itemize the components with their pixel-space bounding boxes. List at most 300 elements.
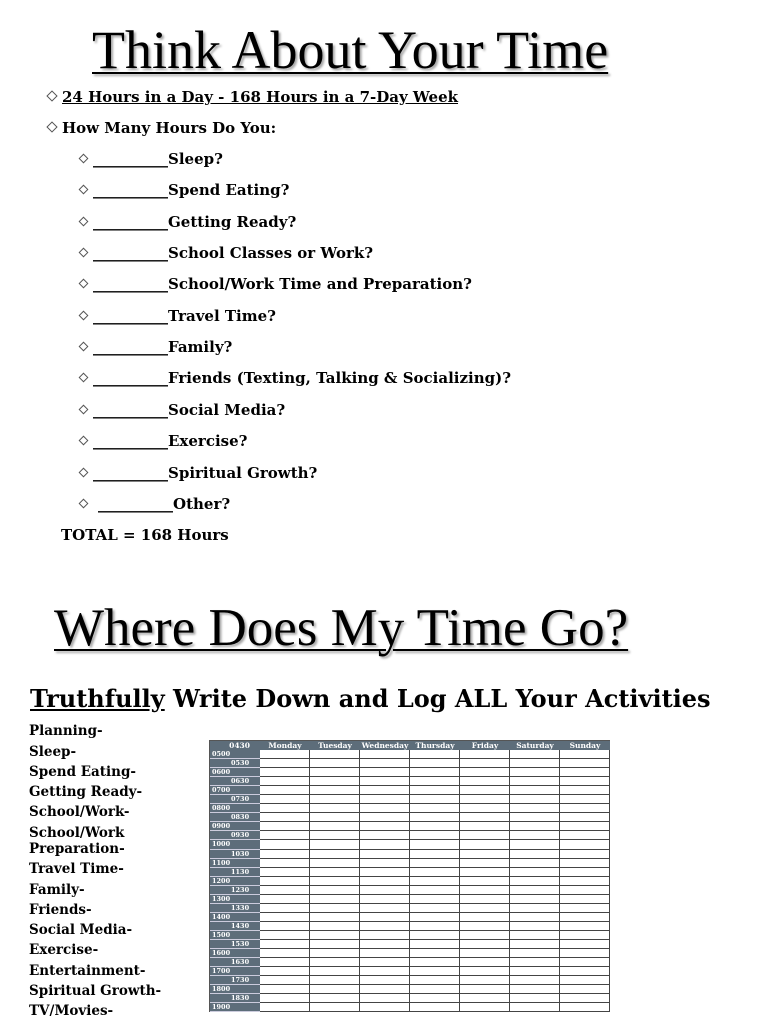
grid-day-header: Tuesday	[318, 741, 352, 750]
grid-entry-cell[interactable]	[310, 940, 360, 949]
grid-entry-cell[interactable]	[360, 913, 410, 922]
grid-entry-cell[interactable]	[360, 976, 410, 985]
grid-entry-cell[interactable]	[460, 768, 510, 777]
grid-time-label: 0630	[210, 777, 260, 786]
grid-entry-cell[interactable]	[510, 985, 560, 994]
headline-text: 24 Hours in a Day - 168 Hours in a 7-Day Week	[62, 88, 459, 106]
grid-entry-cell[interactable]	[460, 759, 510, 768]
grid-entry-cell[interactable]	[560, 768, 610, 777]
activity-label: Spiritual Growth-	[29, 983, 162, 999]
grid-time-row	[210, 859, 610, 868]
grid-entry-cell[interactable]	[510, 904, 560, 913]
headline-line	[48, 88, 458, 106]
grid-entry-cell[interactable]	[560, 949, 610, 958]
grid-entry-cell[interactable]	[560, 786, 610, 795]
question-label: Spiritual Growth?	[168, 464, 318, 482]
grid-entry-cell[interactable]	[360, 813, 410, 822]
grid-entry-cell[interactable]	[360, 886, 410, 895]
grid-entry-cell[interactable]	[510, 913, 560, 922]
grid-entry-cell[interactable]	[410, 822, 460, 831]
diamond-bullet-icon	[46, 121, 57, 132]
diamond-bullet-icon	[79, 185, 89, 195]
grid-entry-cell[interactable]	[510, 813, 560, 822]
grid-entry-cell[interactable]	[310, 895, 360, 904]
answer-blank[interactable]: __________	[93, 432, 168, 450]
grid-entry-cell[interactable]	[310, 931, 360, 940]
grid-entry-cell[interactable]	[460, 850, 510, 859]
diamond-bullet-icon	[79, 373, 89, 383]
grid-entry-cell[interactable]	[560, 813, 610, 822]
grid-entry-cell[interactable]	[260, 768, 310, 777]
instruction-emphasis: Truthfully	[30, 684, 165, 713]
grid-entry-cell[interactable]	[460, 895, 510, 904]
total-text: TOTAL = 168 Hours	[61, 526, 229, 544]
grid-entry-cell[interactable]	[360, 777, 410, 786]
grid-entry-cell[interactable]	[260, 759, 310, 768]
grid-time-label: 1900	[210, 1003, 260, 1012]
grid-entry-cell[interactable]	[310, 813, 360, 822]
answer-blank[interactable]: __________	[93, 369, 168, 387]
grid-entry-cell[interactable]	[260, 868, 310, 877]
grid-day-header: Monday	[268, 741, 302, 750]
grid-entry-cell[interactable]	[310, 976, 360, 985]
grid-entry-cell[interactable]	[260, 840, 310, 849]
grid-entry-cell[interactable]	[510, 994, 560, 1003]
grid-entry-cell[interactable]	[410, 985, 460, 994]
grid-day-header: Friday	[471, 741, 499, 750]
answer-blank[interactable]: __________	[98, 495, 173, 513]
grid-time-row	[210, 768, 610, 777]
grid-entry-cell[interactable]	[460, 904, 510, 913]
grid-entry-cell[interactable]	[310, 994, 360, 1003]
grid-entry-cell[interactable]	[360, 958, 410, 967]
grid-time-label: 1030	[210, 850, 260, 859]
grid-entry-cell[interactable]	[260, 949, 310, 958]
grid-entry-cell[interactable]	[410, 777, 460, 786]
grid-entry-cell[interactable]	[560, 859, 610, 868]
grid-entry-cell[interactable]	[310, 768, 360, 777]
grid-entry-cell[interactable]	[410, 958, 460, 967]
grid-entry-cell[interactable]	[560, 895, 610, 904]
grid-entry-cell[interactable]	[260, 822, 310, 831]
grid-entry-cell[interactable]	[410, 904, 460, 913]
question-label: Other?	[173, 495, 231, 513]
grid-entry-cell[interactable]	[260, 877, 310, 886]
grid-entry-cell[interactable]	[460, 877, 510, 886]
grid-entry-cell[interactable]	[560, 759, 610, 768]
grid-entry-cell[interactable]	[510, 949, 560, 958]
grid-entry-cell[interactable]	[310, 913, 360, 922]
grid-entry-cell[interactable]	[460, 822, 510, 831]
grid-entry-cell[interactable]	[460, 940, 510, 949]
activity-label: Travel Time-	[29, 861, 124, 877]
answer-blank[interactable]: __________	[93, 307, 168, 325]
grid-entry-cell[interactable]	[410, 949, 460, 958]
grid-entry-cell[interactable]	[510, 840, 560, 849]
diamond-bullet-icon	[79, 279, 89, 289]
grid-day-header: Thursday	[415, 741, 455, 750]
grid-time-row	[210, 949, 610, 958]
activity-label: Exercise-	[29, 942, 99, 958]
grid-entry-cell[interactable]	[510, 895, 560, 904]
grid-entry-cell[interactable]	[260, 777, 310, 786]
diamond-bullet-icon	[79, 248, 89, 258]
grid-entry-cell[interactable]	[510, 958, 560, 967]
grid-entry-cell[interactable]	[260, 795, 310, 804]
grid-entry-cell[interactable]	[460, 994, 510, 1003]
grid-entry-cell[interactable]	[260, 750, 310, 759]
grid-entry-cell[interactable]	[410, 840, 460, 849]
grid-entry-cell[interactable]	[560, 967, 610, 976]
grid-time-row	[210, 994, 610, 1003]
grid-entry-cell[interactable]	[460, 967, 510, 976]
grid-entry-cell[interactable]	[460, 840, 510, 849]
grid-entry-cell[interactable]	[360, 786, 410, 795]
grid-entry-cell[interactable]	[260, 994, 310, 1003]
grid-entry-cell[interactable]	[310, 750, 360, 759]
grid-entry-cell[interactable]	[410, 831, 460, 840]
grid-time-label: 0930	[210, 831, 260, 840]
answer-blank[interactable]: __________	[93, 213, 168, 231]
grid-entry-cell[interactable]	[510, 940, 560, 949]
grid-entry-cell[interactable]	[560, 940, 610, 949]
activity-label: Family-	[29, 882, 85, 898]
question-label: Friends (Texting, Talking & Socializing)?	[168, 369, 511, 387]
grid-entry-cell[interactable]	[560, 777, 610, 786]
answer-blank[interactable]: __________	[93, 464, 168, 482]
grid-time-row	[210, 958, 610, 967]
grid-entry-cell[interactable]	[360, 895, 410, 904]
grid-time-label: 1700	[210, 967, 260, 976]
grid-entry-cell[interactable]	[260, 895, 310, 904]
hours-question-item	[80, 213, 296, 231]
grid-time-label: 1600	[210, 949, 260, 958]
grid-entry-cell[interactable]	[560, 877, 610, 886]
hours-question-item	[80, 369, 511, 387]
grid-entry-cell[interactable]	[460, 886, 510, 895]
grid-time-label: 1500	[210, 931, 260, 940]
grid-entry-cell[interactable]	[510, 750, 560, 759]
grid-entry-cell[interactable]	[360, 985, 410, 994]
grid-time-row	[210, 840, 610, 849]
activity-label: Getting Ready-	[29, 784, 143, 800]
grid-entry-cell[interactable]	[460, 786, 510, 795]
grid-entry-cell[interactable]	[560, 904, 610, 913]
diamond-bullet-icon	[79, 436, 89, 446]
grid-entry-cell[interactable]	[560, 840, 610, 849]
grid-time-header: 0430	[229, 741, 250, 750]
grid-entry-cell[interactable]	[310, 967, 360, 976]
grid-time-row	[210, 786, 610, 795]
grid-entry-cell[interactable]	[310, 759, 360, 768]
grid-entry-cell[interactable]	[560, 750, 610, 759]
grid-entry-cell[interactable]	[310, 786, 360, 795]
grid-entry-cell[interactable]	[310, 877, 360, 886]
grid-entry-cell[interactable]	[460, 750, 510, 759]
grid-entry-cell[interactable]	[360, 804, 410, 813]
grid-entry-cell[interactable]	[460, 795, 510, 804]
grid-entry-cell[interactable]	[360, 840, 410, 849]
grid-entry-cell[interactable]	[310, 859, 360, 868]
grid-entry-cell[interactable]	[260, 931, 310, 940]
grid-day-header: Wednesday	[361, 741, 409, 750]
grid-entry-cell[interactable]	[260, 813, 310, 822]
grid-entry-cell[interactable]	[410, 795, 460, 804]
question-label: Getting Ready?	[168, 213, 297, 231]
grid-entry-cell[interactable]	[410, 877, 460, 886]
grid-entry-cell[interactable]	[460, 804, 510, 813]
grid-entry-cell[interactable]	[310, 868, 360, 877]
hours-question-item	[80, 401, 285, 419]
grid-entry-cell[interactable]	[560, 994, 610, 1003]
grid-entry-cell[interactable]	[310, 1003, 360, 1012]
grid-entry-cell[interactable]	[360, 949, 410, 958]
grid-entry-cell[interactable]	[460, 1003, 510, 1012]
activity-label: Friends-	[29, 902, 92, 918]
grid-entry-cell[interactable]	[510, 967, 560, 976]
grid-entry-cell[interactable]	[410, 850, 460, 859]
grid-time-label: 1730	[210, 976, 260, 985]
grid-entry-cell[interactable]	[360, 940, 410, 949]
grid-time-label: 0830	[210, 813, 260, 822]
grid-entry-cell[interactable]	[260, 967, 310, 976]
grid-entry-cell[interactable]	[460, 777, 510, 786]
grid-entry-cell[interactable]	[360, 868, 410, 877]
grid-entry-cell[interactable]	[460, 868, 510, 877]
grid-entry-cell[interactable]	[260, 831, 310, 840]
question-label: Social Media?	[168, 401, 286, 419]
grid-entry-cell[interactable]	[410, 994, 460, 1003]
grid-time-row	[210, 904, 610, 913]
grid-entry-cell[interactable]	[260, 1003, 310, 1012]
question-label: Family?	[168, 338, 233, 356]
grid-entry-cell[interactable]	[260, 940, 310, 949]
grid-entry-cell[interactable]	[360, 994, 410, 1003]
grid-entry-cell[interactable]	[410, 931, 460, 940]
grid-time-label: 1100	[210, 859, 260, 868]
grid-entry-cell[interactable]	[410, 913, 460, 922]
grid-entry-cell[interactable]	[260, 976, 310, 985]
grid-entry-cell[interactable]	[310, 949, 360, 958]
activity-label: Entertainment-	[29, 963, 146, 979]
grid-time-row	[210, 976, 610, 985]
grid-time-label: 1830	[210, 994, 260, 1003]
grid-entry-cell[interactable]	[460, 913, 510, 922]
grid-entry-cell[interactable]	[510, 777, 560, 786]
grid-entry-cell[interactable]	[560, 886, 610, 895]
grid-time-row	[210, 877, 610, 886]
answer-blank[interactable]: __________	[93, 181, 168, 199]
grid-entry-cell[interactable]	[510, 868, 560, 877]
diamond-bullet-icon	[79, 468, 89, 478]
grid-entry-cell[interactable]	[360, 795, 410, 804]
grid-entry-cell[interactable]	[510, 768, 560, 777]
grid-entry-cell[interactable]	[510, 795, 560, 804]
grid-entry-cell[interactable]	[460, 922, 510, 931]
grid-entry-cell[interactable]	[560, 850, 610, 859]
grid-entry-cell[interactable]	[360, 859, 410, 868]
grid-entry-cell[interactable]	[310, 886, 360, 895]
grid-entry-cell[interactable]	[410, 922, 460, 931]
grid-time-row	[210, 931, 610, 940]
grid-time-row	[210, 886, 610, 895]
hours-question-item	[80, 244, 373, 262]
grid-entry-cell[interactable]	[360, 931, 410, 940]
grid-entry-cell[interactable]	[260, 786, 310, 795]
grid-time-row	[210, 804, 610, 813]
answer-blank[interactable]: __________	[93, 275, 168, 293]
grid-entry-cell[interactable]	[510, 759, 560, 768]
grid-entry-cell[interactable]	[410, 1003, 460, 1012]
grid-entry-cell[interactable]	[260, 922, 310, 931]
grid-entry-cell[interactable]	[360, 850, 410, 859]
grid-entry-cell[interactable]	[310, 904, 360, 913]
hours-question-item	[80, 150, 223, 168]
grid-entry-cell[interactable]	[560, 931, 610, 940]
grid-entry-cell[interactable]	[410, 940, 460, 949]
grid-entry-cell[interactable]	[510, 1003, 560, 1012]
grid-time-label: 0900	[210, 822, 260, 831]
grid-entry-cell[interactable]	[410, 976, 460, 985]
grid-entry-cell[interactable]	[310, 831, 360, 840]
grid-entry-cell[interactable]	[510, 886, 560, 895]
grid-entry-cell[interactable]	[310, 804, 360, 813]
grid-entry-cell[interactable]	[360, 877, 410, 886]
grid-entry-cell[interactable]	[560, 822, 610, 831]
diamond-bullet-icon	[79, 342, 89, 352]
question-label: School/Work Time and Preparation?	[168, 275, 472, 293]
answer-blank[interactable]: __________	[93, 401, 168, 419]
grid-entry-cell[interactable]	[560, 795, 610, 804]
grid-entry-cell[interactable]	[410, 759, 460, 768]
grid-entry-cell[interactable]	[510, 786, 560, 795]
grid-entry-cell[interactable]	[460, 931, 510, 940]
grid-entry-cell[interactable]	[360, 967, 410, 976]
grid-entry-cell[interactable]	[310, 922, 360, 931]
grid-time-label: 1400	[210, 913, 260, 922]
grid-entry-cell[interactable]	[510, 859, 560, 868]
grid-entry-cell[interactable]	[260, 904, 310, 913]
grid-entry-cell[interactable]	[460, 831, 510, 840]
grid-day-header: Sunday	[569, 741, 601, 750]
grid-header-row	[210, 741, 610, 750]
grid-entry-cell[interactable]	[410, 804, 460, 813]
grid-entry-cell[interactable]	[560, 976, 610, 985]
diamond-bullet-icon	[79, 311, 89, 321]
grid-entry-cell[interactable]	[360, 759, 410, 768]
grid-entry-cell[interactable]	[410, 786, 460, 795]
grid-entry-cell[interactable]	[560, 922, 610, 931]
activity-label: Planning-	[29, 723, 103, 739]
grid-entry-cell[interactable]	[510, 922, 560, 931]
grid-entry-cell[interactable]	[410, 813, 460, 822]
answer-blank[interactable]: __________	[93, 150, 168, 168]
grid-entry-cell[interactable]	[310, 840, 360, 849]
grid-entry-cell[interactable]	[410, 967, 460, 976]
grid-entry-cell[interactable]	[460, 859, 510, 868]
grid-entry-cell[interactable]	[410, 750, 460, 759]
grid-entry-cell[interactable]	[510, 931, 560, 940]
grid-entry-cell[interactable]	[560, 831, 610, 840]
grid-time-label: 0530	[210, 759, 260, 768]
grid-entry-cell[interactable]	[410, 859, 460, 868]
grid-time-row	[210, 795, 610, 804]
activity-label: Social Media-	[29, 922, 133, 938]
grid-entry-cell[interactable]	[560, 958, 610, 967]
answer-blank[interactable]: __________	[93, 338, 168, 356]
grid-entry-cell[interactable]	[260, 886, 310, 895]
grid-entry-cell[interactable]	[460, 958, 510, 967]
grid-entry-cell[interactable]	[360, 922, 410, 931]
section-title: Where Does My Time Go?	[54, 599, 629, 657]
grid-time-label: 0500	[210, 750, 260, 759]
grid-entry-cell[interactable]	[310, 777, 360, 786]
grid-time-label: 1000	[210, 840, 260, 849]
diamond-bullet-icon	[79, 217, 89, 227]
grid-entry-cell[interactable]	[510, 822, 560, 831]
grid-entry-cell[interactable]	[260, 850, 310, 859]
grid-entry-cell[interactable]	[360, 822, 410, 831]
grid-entry-cell[interactable]	[410, 768, 460, 777]
grid-entry-cell[interactable]	[310, 958, 360, 967]
grid-entry-cell[interactable]	[310, 795, 360, 804]
grid-entry-cell[interactable]	[260, 859, 310, 868]
grid-entry-cell[interactable]	[560, 1003, 610, 1012]
grid-entry-cell[interactable]	[360, 904, 410, 913]
grid-entry-cell[interactable]	[510, 976, 560, 985]
grid-time-row	[210, 922, 610, 931]
question-label: Spend Eating?	[168, 181, 290, 199]
grid-entry-cell[interactable]	[460, 985, 510, 994]
grid-entry-cell[interactable]	[360, 750, 410, 759]
hours-question-item	[80, 495, 230, 513]
grid-entry-cell[interactable]	[310, 850, 360, 859]
grid-entry-cell[interactable]	[460, 813, 510, 822]
grid-entry-cell[interactable]	[510, 850, 560, 859]
grid-entry-cell[interactable]	[560, 985, 610, 994]
grid-entry-cell[interactable]	[460, 976, 510, 985]
grid-entry-cell[interactable]	[360, 831, 410, 840]
instruction-rest: Write Down and Log ALL Your Activities	[164, 684, 711, 713]
hours-question-item	[80, 307, 276, 325]
grid-entry-cell[interactable]	[560, 804, 610, 813]
grid-entry-cell[interactable]	[360, 1003, 410, 1012]
grid-entry-cell[interactable]	[510, 804, 560, 813]
grid-entry-cell[interactable]	[410, 886, 460, 895]
grid-entry-cell[interactable]	[560, 868, 610, 877]
grid-entry-cell[interactable]	[360, 768, 410, 777]
grid-entry-cell[interactable]	[310, 822, 360, 831]
grid-time-row	[210, 940, 610, 949]
grid-entry-cell[interactable]	[260, 804, 310, 813]
grid-entry-cell[interactable]	[260, 985, 310, 994]
answer-blank[interactable]: __________	[93, 244, 168, 262]
grid-entry-cell[interactable]	[510, 877, 560, 886]
grid-entry-cell[interactable]	[560, 913, 610, 922]
grid-entry-cell[interactable]	[410, 868, 460, 877]
grid-entry-cell[interactable]	[410, 895, 460, 904]
grid-time-label: 1300	[210, 895, 260, 904]
grid-time-label: 1200	[210, 877, 260, 886]
grid-entry-cell[interactable]	[460, 949, 510, 958]
question-line	[48, 119, 276, 137]
diamond-bullet-icon	[79, 499, 89, 509]
grid-entry-cell[interactable]	[310, 985, 360, 994]
grid-entry-cell[interactable]	[510, 831, 560, 840]
hours-question-item	[80, 464, 317, 482]
grid-entry-cell[interactable]	[260, 958, 310, 967]
grid-entry-cell[interactable]	[260, 913, 310, 922]
